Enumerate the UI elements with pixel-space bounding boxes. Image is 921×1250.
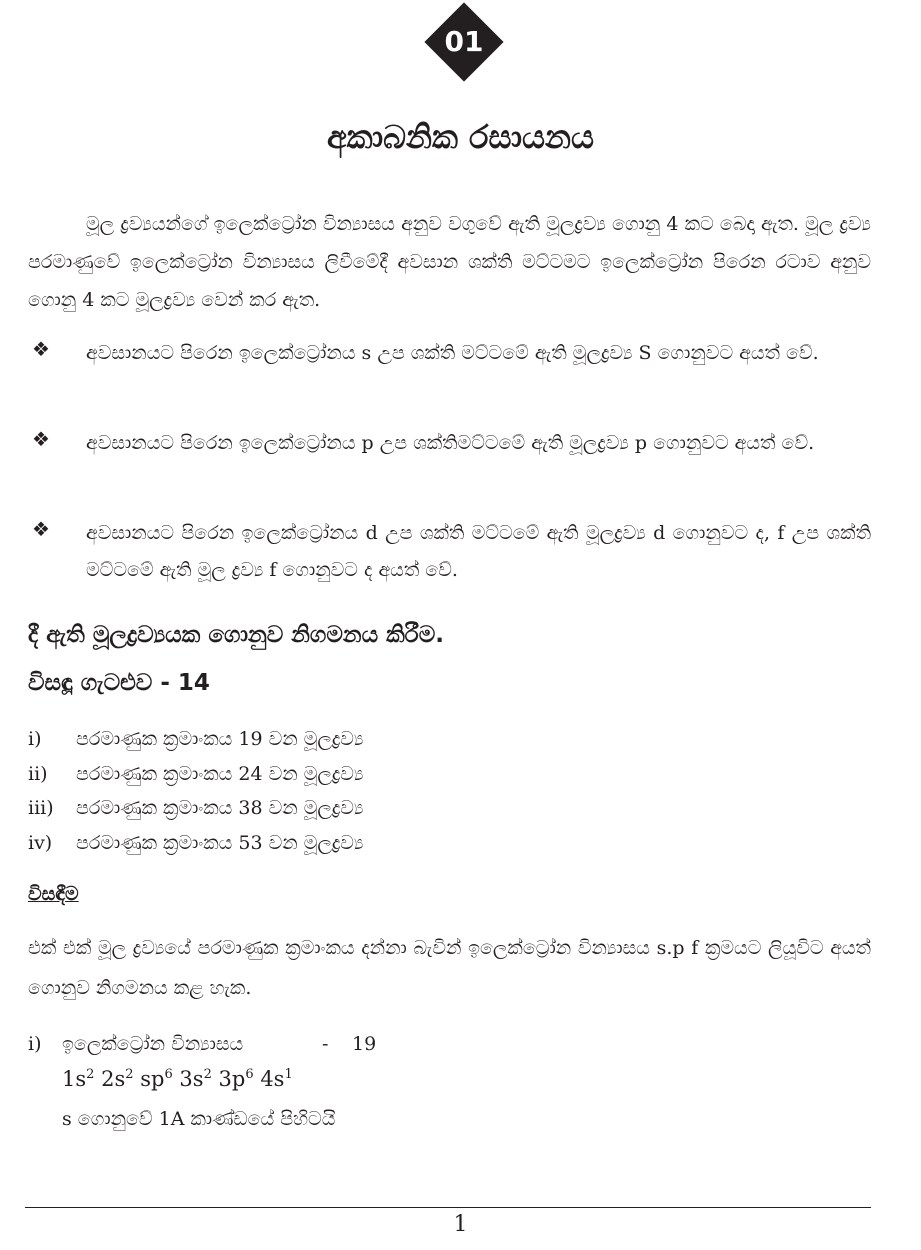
bullet-item	[28, 515, 871, 589]
intro-paragraph: මූල ද්‍රව්‍යයන්ගේ ඉලෙක්ට්‍රෝන වින්‍යාසය අනුව වගුවේ ඇති මූලද්‍රව්‍ය ගොනු 4 කට බෙදා ඇත. මූල ද්‍රව්‍ය පරමාණුවේ ඉලෙක්ට්‍රෝන වින්‍යාසය ලිවීමේදී අවසාන ශක්ති මට්ටමට ඉලෙක්ට්‍රෝන පිරෙන රටාව අනුව ගොනු 4 කට මූලද්‍රව්‍ය වෙන් කර ඇත.	[28, 213, 871, 311]
chapter-badge	[425, 3, 503, 81]
answer-dash: -	[322, 1033, 329, 1055]
orbital-term: $1s^2$	[62, 1067, 95, 1091]
orbital-term: $sp^6$	[140, 1067, 173, 1091]
chapter-number: 01	[444, 25, 484, 58]
page-number: 1	[453, 1212, 468, 1237]
answer-atomic-number: 19	[352, 1033, 377, 1055]
question-row	[28, 832, 363, 854]
bullet-text: අවසානයට පිරෙන ඉලෙක්ට්‍රෝනය d උප ශක්ති මට්ටමේ ඇති මූලද්‍රව්‍ය d ගොනුවට ද, f උප ශක්ති මට්ටමේ ඇති මූල ද්‍රව්‍ය f ගොනුවට ද අයත් වේ.	[86, 522, 871, 581]
question-numeral: iv)	[28, 832, 53, 854]
bullet-text: අවසානයට පිරෙන ඉලෙක්ට්‍රෝනය s උප ශක්ති මට්ටමේ ඇති මූලද්‍රව්‍ය S ගොනුවට අයත් වේ.	[86, 342, 819, 364]
orbital-term: $3p^6$	[218, 1067, 254, 1091]
solution-text: එක් එක් මූල ද්‍රව්‍යයේ පරමාණුක ක්‍රමාංකය දන්නා බැවින් ඉලෙක්ට්‍රෝන වින්‍යාසය s.p f ක්‍රමයට ලියූවිට අයත් ගොනුව නිගමනය කළ හැක.	[28, 937, 871, 999]
question-text: පරමාණුක ක්‍රමාංකය 38 වන මූලද්‍රව්‍ය	[76, 797, 364, 819]
diamond-bullet-icon: ❖	[32, 427, 50, 451]
footer-divider	[25, 1207, 871, 1208]
section-heading: දී ඇති මූලද්‍රව්‍යයක ගොනුව නිගමනය කිරීම.	[28, 622, 444, 648]
orbital-term: $4s^1$	[260, 1067, 293, 1091]
diamond-bullet-icon: ❖	[32, 337, 50, 361]
question-row	[28, 728, 363, 750]
page-title: අකාබනික රසායනය	[326, 118, 595, 156]
bullet-text: අවසානයට පිරෙන ඉලෙක්ට්‍රෝනය p උප ශක්තිමට්ටමේ ඇති මූලද්‍රව්‍ය p ගොනුවට අයත් වේ.	[86, 432, 815, 454]
answer-result: s ගොනුවේ 1A කාණ්ඩයේ පිහිටයි	[62, 1108, 336, 1130]
question-row	[28, 763, 363, 785]
question-numeral: iii)	[28, 797, 54, 819]
question-row	[28, 797, 363, 819]
question-numeral: ii)	[28, 763, 48, 785]
bullet-item	[28, 425, 871, 462]
question-numeral: i)	[28, 728, 42, 750]
problem-heading: විසඳූ ගැටළුව - 14	[28, 670, 210, 696]
electron-configuration	[62, 1067, 293, 1091]
solution-label: විසඳීම	[28, 883, 79, 905]
answer-numeral: i)	[28, 1033, 42, 1055]
diamond-bullet-icon: ❖	[32, 517, 50, 541]
question-text: පරමාණුක ක්‍රමාංකය 19 වන මූලද්‍රව්‍ය	[76, 728, 364, 750]
answer-label: ඉලෙක්ට්‍රෝන වින්‍යාසය	[62, 1033, 244, 1055]
orbital-term: $2s^2$	[101, 1067, 134, 1091]
bullet-item	[28, 335, 871, 372]
question-text: පරමාණුක ක්‍රමාංකය 53 වන මූලද්‍රව්‍ය	[76, 832, 364, 854]
question-text: පරමාණුක ක්‍රමාංකය 24 වන මූලද්‍රව්‍ය	[76, 763, 364, 785]
orbital-term: $3s^2$	[179, 1067, 212, 1091]
